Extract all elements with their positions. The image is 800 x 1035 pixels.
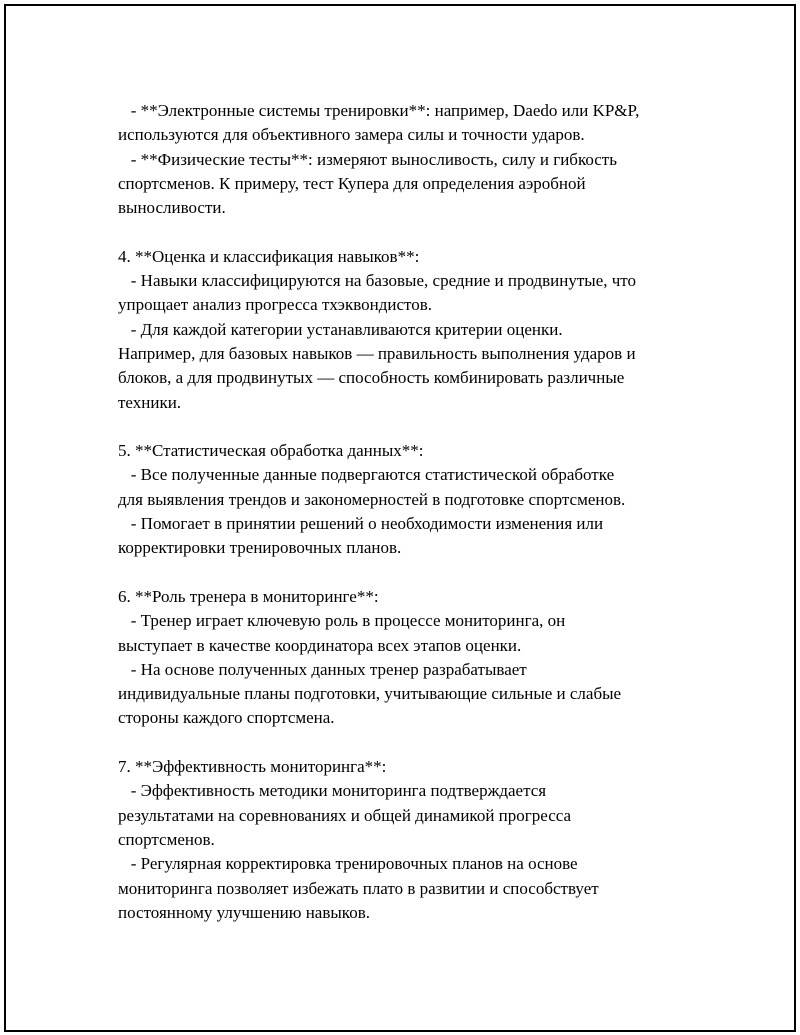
blank-line [118, 561, 718, 585]
text-line: постоянному улучшению навыков. [118, 902, 370, 922]
page-frame [4, 4, 796, 1032]
text-line: - Эффективность методики мониторинга подтверждается [118, 781, 547, 801]
text-line: мониторинга позволяет избежать плато в развитии и способствует [118, 878, 599, 898]
text-line: выносливости. [118, 198, 226, 218]
text-line: - На основе полученных данных тренер разрабатывает [118, 659, 527, 679]
text-line: упрощает анализ прогресса тхэквондистов. [118, 295, 433, 315]
text-line: используются для объективного замера силы и точности ударов. [118, 125, 585, 145]
text-line: корректировки тренировочных планов. [118, 538, 402, 558]
text-line: техники. [118, 392, 182, 412]
text-line: для выявления трендов и закономерностей в подготовке спортсменов. [118, 489, 626, 509]
text-line: 5. **Статистическая обработка данных**: [118, 441, 424, 461]
text-line: 4. **Оценка и классификация навыков**: [118, 246, 420, 266]
text-line: результатами на соревнованиях и общей динамикой прогресса [118, 805, 572, 825]
text-line: - Все полученные данные подвергаются статистической обработке [118, 465, 615, 485]
text-line: - Тренер играет ключевую роль в процессе мониторинга, он [118, 611, 566, 631]
text-line: выступает в качестве координатора всех этапов оценки. [118, 635, 522, 655]
blank-line [118, 220, 718, 244]
text-line: спортсменов. К примеру, тест Купера для определения аэробной [118, 173, 586, 193]
text-line: - **Электронные системы тренировки**: например, Daedo или KP&P, [118, 101, 640, 120]
blank-line [118, 415, 718, 439]
text-line: - Помогает в принятии решений о необходимости изменения или [118, 514, 604, 534]
document-body [118, 99, 718, 925]
text-line: - Для каждой категории устанавливаются критерии оценки. [118, 319, 563, 339]
text-line: - **Физические тесты**: измеряют выносливость, силу и гибкость [118, 149, 617, 169]
text-line: спортсменов. [118, 829, 215, 849]
text-line: - Регулярная корректировка тренировочных планов на основе [118, 854, 578, 874]
text-line: стороны каждого спортсмена. [118, 708, 335, 728]
blank-line [118, 731, 718, 755]
text-line: индивидуальные планы подготовки, учитывающие сильные и слабые [118, 684, 622, 704]
text-line: блоков, а для продвинутых — способность комбинировать различные [118, 368, 625, 388]
text-line: Например, для базовых навыков — правильность выполнения ударов и [118, 343, 636, 363]
text-line: 6. **Роль тренера в мониторинге**: [118, 586, 379, 606]
text-line: 7. **Эффективность мониторинга**: [118, 757, 387, 777]
text-line: - Навыки классифицируются на базовые, средние и продвинутые, что [118, 271, 637, 291]
